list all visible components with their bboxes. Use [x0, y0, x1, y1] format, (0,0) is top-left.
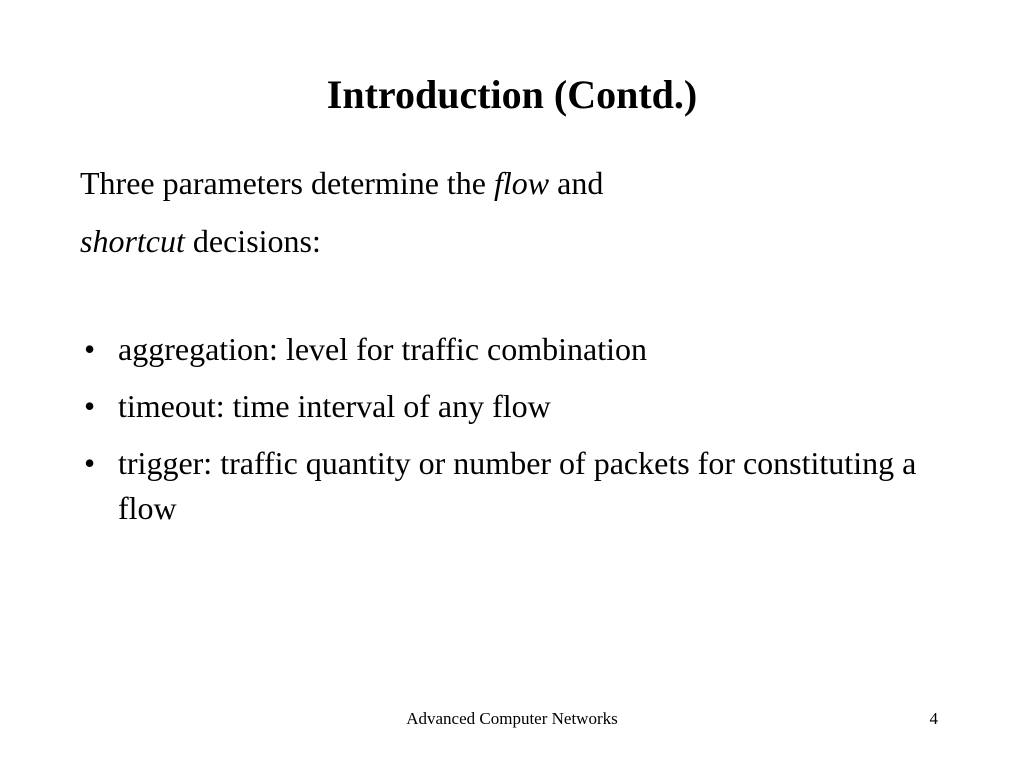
- bullet-list: [80, 327, 960, 543]
- intro-line-1-suffix: and: [549, 165, 604, 201]
- bullet-text: timeout: time interval of any flow: [118, 388, 551, 424]
- intro-line-1-prefix: Three parameters determine the: [80, 165, 494, 201]
- intro-line-2-suffix: decisions:: [184, 223, 321, 259]
- bullet-item-trigger: [80, 441, 960, 531]
- bullet-icon: •: [84, 331, 96, 367]
- intro-emph-shortcut: shortcut: [80, 223, 185, 259]
- bullet-item-timeout: [80, 384, 960, 429]
- intro-paragraph: [80, 154, 960, 270]
- bullet-icon: •: [84, 388, 96, 424]
- footer-page-number: 4: [929, 709, 938, 728]
- intro-emph-flow: flow: [494, 165, 550, 201]
- bullet-text: aggregation: level for traffic combination: [118, 331, 647, 367]
- bullet-item-aggregation: [80, 327, 960, 372]
- footer-course-title: Advanced Computer Networks: [406, 709, 618, 728]
- bullet-text: trigger: traffic quantity or number of packets for constituting a flow: [118, 445, 917, 526]
- bullet-icon: •: [84, 445, 96, 481]
- intro-line-2: [80, 212, 960, 270]
- intro-line-1: [80, 154, 960, 212]
- slide-title: Introduction (Contd.): [326, 72, 698, 117]
